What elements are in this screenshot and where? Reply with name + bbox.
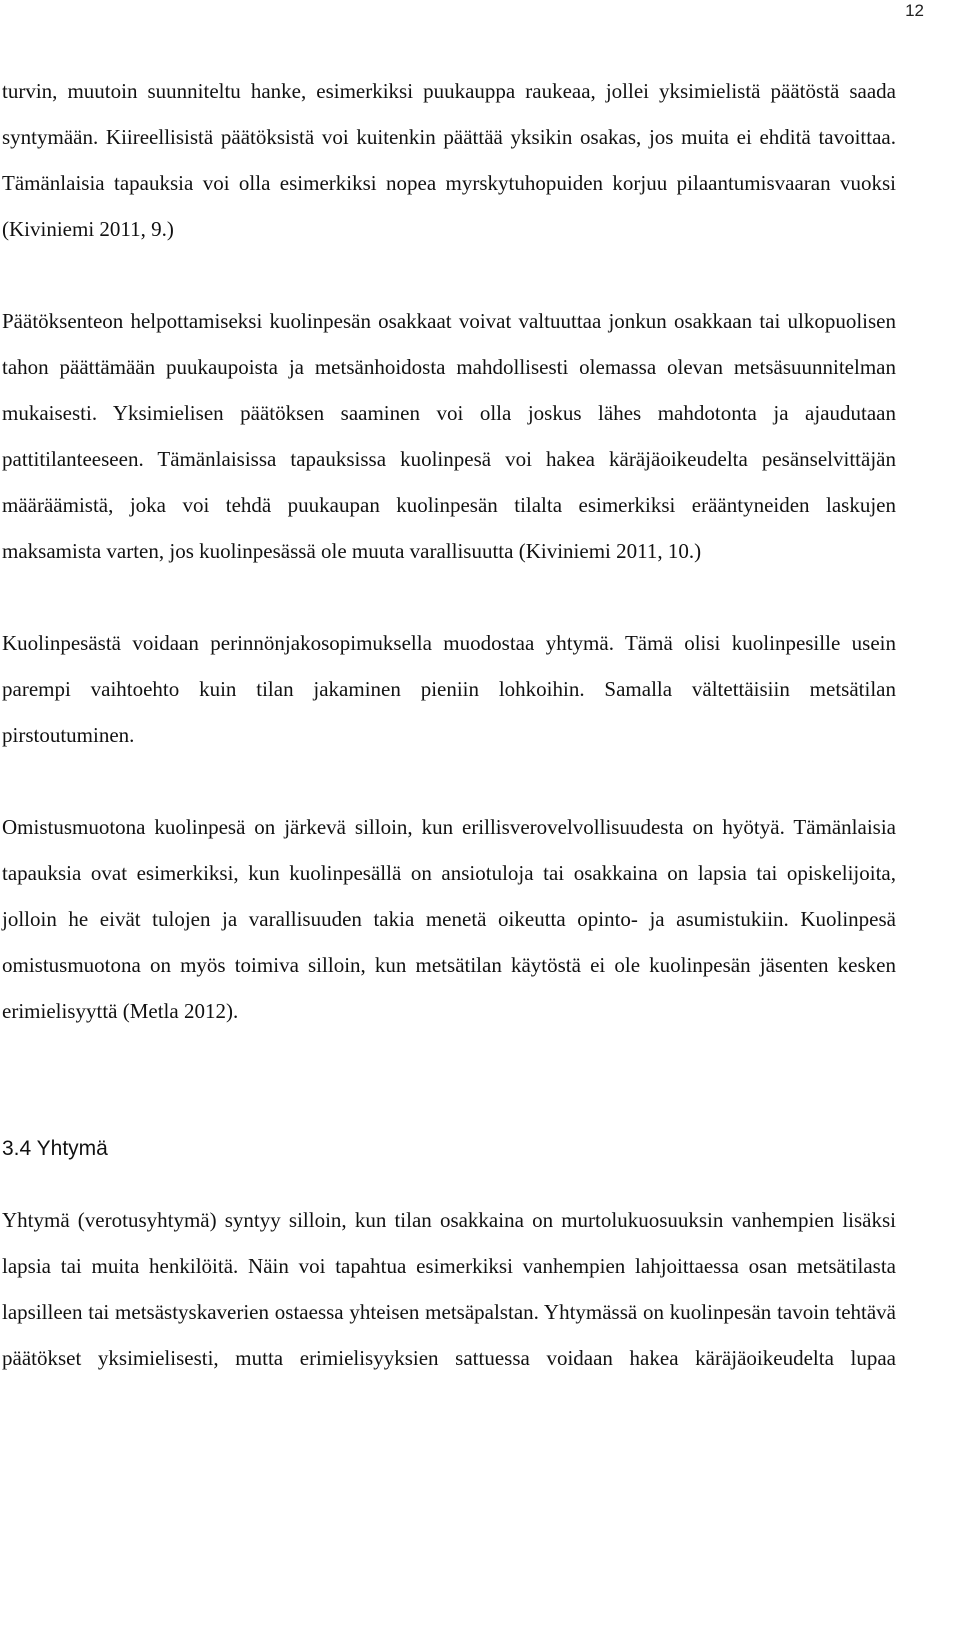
page-number: 12	[905, 1, 924, 20]
section-paragraph: Yhtymä (verotusyhtymä) syntyy silloin, kun tilan osakkaina on murtolukuosuuksin vanhempien lisäksi lapsia tai muita henkilöitä. Näin voi tapahtua esimerkiksi vanhempien lahjoittaessa osan metsätilasta lapsilleen tai metsästyskaverien ostaessa yhteisen metsäpalstan. Yhtymässä on kuolinpesän tavoin tehtävä päätökset yksimielisesti, mutta erimielisyyksien sattuessa voidaan hakea käräjäoikeudelta lupaa	[2, 1208, 896, 1370]
paragraph-4: Omistusmuotona kuolinpesä on järkevä silloin, kun erillisverovelvollisuudesta on hyötyä. Tämänlaisia tapauksia ovat esimerkiksi, kun kuolinpesällä on ansiotuloja tai osakkaina on lapsia tai opiskelijoita, jolloin he eivät tulojen ja varallisuuden takia menetä oikeutta opinto- ja asumistukiin. Kuolinpesä omistusmuotona on myös toimiva silloin, kun metsätilan käytöstä ei ole kuolinpesän jäsenten kesken erimielisyyttä (Metla 2012).	[2, 815, 896, 1023]
paragraph-1: turvin, muutoin suunniteltu hanke, esimerkiksi puukauppa raukeaa, jollei yksimielistä päätöstä saada syntymään. Kiireellisistä päätöksistä voi kuitenkin päättää yksikin osakas, jos muita ei ehditä tavoittaa. Tämänlaisia tapauksia voi olla esimerkiksi nopea myrskytuhopuiden korjuu pilaantumisvaaran vuoksi (Kiviniemi 2011, 9.)	[2, 79, 896, 241]
document-body	[2, 68, 896, 1381]
section-heading: 3.4 Yhtymä	[2, 1137, 108, 1160]
paragraph-3: Kuolinpesästä voidaan perinnönjakosopimuksella muodostaa yhtymä. Tämä olisi kuolinpesille usein parempi vaihtoehto kuin tilan jakaminen pieniin lohkoihin. Samalla vältettäisiin metsätilan pirstoutuminen.	[2, 631, 896, 747]
paragraph-2: Päätöksenteon helpottamiseksi kuolinpesän osakkaat voivat valtuuttaa jonkun osakkaan tai ulkopuolisen tahon päättämään puukaupoista ja metsänhoidosta mahdollisesti olemassa olevan metsäsuunnitelman mukaisesti. Yksimielisen päätöksen saaminen voi olla joskus lähes mahdotonta ja ajaudutaan pattitilanteeseen. Tämänlaisissa tapauksissa kuolinpesä voi hakea käräjäoikeudelta pesänselvittäjän määräämistä, joka voi tehdä puukaupan kuolinpesän tilalta esimerkiksi erääntyneiden laskujen maksamista varten, jos kuolinpesässä ole muuta varallisuutta (Kiviniemi 2011, 10.)	[2, 309, 896, 563]
